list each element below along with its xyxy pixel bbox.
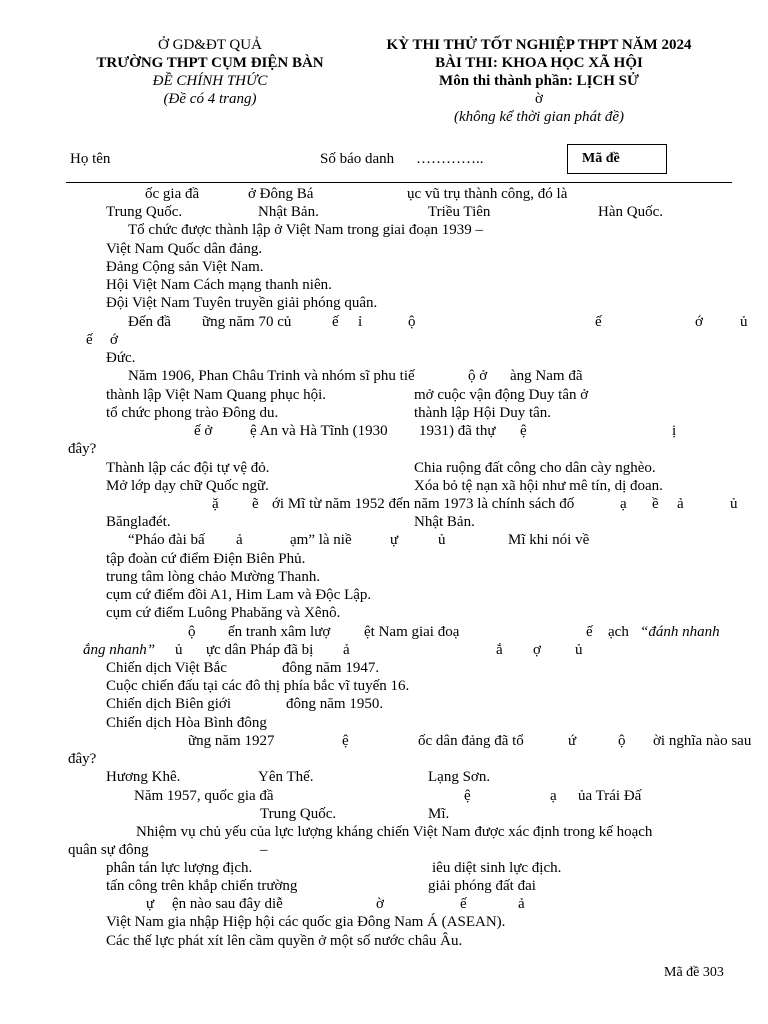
text-segment: Chiến dịch Hòa Bình đông: [106, 715, 267, 731]
text-segment: ững năm 70 củ: [202, 314, 292, 330]
text-segment: Năm 1957, quốc gia đầ: [134, 788, 274, 804]
sbd-label: Số báo danh: [320, 151, 395, 167]
text-segment: ả: [677, 496, 684, 512]
text-segment: ả: [236, 532, 243, 548]
exam-code-label: Mã đề: [582, 151, 620, 166]
exam-subject-group: BÀI THI: KHOA HỌC XÃ HỘI: [435, 55, 643, 71]
exam-code-box: [567, 144, 667, 174]
text-segment: “đánh nhanh: [640, 624, 720, 640]
text-segment: Trung Quốc.: [106, 204, 183, 220]
text-segment: ẽ: [252, 496, 259, 512]
text-segment: ục vũ trụ thành công, đó là: [407, 186, 568, 202]
text-segment: ủ: [575, 642, 583, 658]
text-segment: Các thế lực phát xít lên cầm quyền ở một số nước châu Âu.: [106, 933, 463, 949]
text-segment: ủ: [730, 496, 738, 512]
text-segment: ế: [586, 624, 593, 640]
text-segment: Mở lớp dạy chữ Quốc ngữ.: [106, 478, 269, 494]
text-segment: ỉ: [358, 314, 363, 330]
text-segment: ợ: [533, 642, 541, 658]
text-segment: Nhật Bản.: [414, 514, 475, 530]
text-segment: ế: [460, 896, 467, 912]
page-count: (Đề có 4 trang): [163, 91, 257, 107]
text-segment: ớ: [110, 332, 118, 348]
text-segment: ệ: [520, 423, 527, 439]
text-segment: Đức.: [106, 350, 136, 366]
text-segment: 1931) đã thự: [419, 423, 496, 439]
text-segment: ủ: [740, 314, 748, 330]
text-segment: ủ: [175, 642, 183, 658]
text-segment: ốc gia đầ: [145, 186, 200, 202]
text-segment: Chiến dịch Việt Bắc: [106, 660, 227, 676]
text-segment: ộ: [408, 314, 416, 330]
text-segment: giải phóng đất đai: [428, 878, 536, 894]
text-segment: ứ: [568, 733, 577, 749]
text-segment: tập đoàn cứ điểm Điện Biên Phủ.: [106, 551, 306, 567]
text-segment: Bănglađét.: [106, 514, 171, 530]
text-segment: Đảng Cộng sản Việt Nam.: [106, 259, 264, 275]
text-segment: Cuộc chiến đấu tại các đô thị phía bắc vĩ tuyến 16.: [106, 678, 410, 694]
text-segment: ộ: [618, 733, 626, 749]
official-label: ĐỀ CHÍNH THỨC: [152, 73, 268, 89]
text-segment: ủa Trái Đấ: [578, 788, 642, 804]
school-name: TRƯỜNG THPT CỤM ĐIỆN BÀN: [96, 55, 324, 71]
text-segment: Yên Thế.: [258, 769, 314, 785]
exam-time-note: (không kể thời gian phát đề): [453, 109, 625, 125]
text-segment: ế ở: [194, 423, 213, 439]
text-segment: ững năm 1927: [188, 733, 275, 749]
separator-line: [66, 182, 732, 183]
text-segment: Chia ruộng đất công cho dân cày nghèo.: [414, 460, 656, 476]
header-exam-block: [355, 36, 723, 126]
text-segment: ốc dân đảng đã tổ: [418, 733, 524, 749]
text-segment: ề: [652, 496, 659, 512]
text-segment: đông năm 1950.: [286, 696, 384, 712]
text-segment: phân tán lực lượng địch.: [106, 860, 253, 876]
text-segment: đây?: [68, 751, 97, 767]
dept-name: Ở GD&ĐT QUẢ: [158, 37, 262, 53]
text-segment: Hàn Quốc.: [598, 204, 663, 220]
text-segment: “Pháo đài bấ: [128, 532, 205, 548]
text-segment: Lạng Sơn.: [428, 769, 491, 785]
text-segment: ực dân Pháp đã bị: [206, 642, 314, 658]
header-school-block: [60, 36, 360, 108]
text-segment: cụm cứ điểm đồi A1, Him Lam và Độc Lập.: [106, 587, 372, 603]
text-segment: ả: [343, 642, 350, 658]
text-segment: Nhật Bản.: [258, 204, 319, 220]
text-segment: đây?: [68, 441, 97, 457]
text-segment: ặ: [212, 496, 219, 512]
text-segment: Đến đầ: [128, 314, 171, 330]
text-segment: ạ: [620, 496, 627, 512]
text-segment: ạch: [608, 624, 629, 640]
text-segment: ị: [672, 423, 677, 439]
text-segment: ự: [146, 896, 155, 912]
text-segment: Trung Quốc.: [260, 806, 337, 822]
text-segment: Nhiệm vụ chủ yếu của lực lượng kháng chiến Việt Nam được xác định trong kế hoạch: [136, 824, 653, 840]
text-segment: Mĩ khi nói về: [508, 532, 590, 548]
text-segment: cụm cứ điểm Luông Phabăng và Xênô.: [106, 605, 341, 621]
exam-title: KỲ THI THỬ TỐT NGHIỆP THPT NĂM 2024: [386, 37, 692, 53]
text-segment: ạ: [550, 788, 557, 804]
text-segment: ệ: [464, 788, 471, 804]
text-segment: ắng nhanh”: [83, 642, 156, 658]
text-segment: ộ: [188, 624, 196, 640]
text-segment: ộ ở: [468, 368, 488, 384]
text-segment: Thành lập các đội tự vệ đỏ.: [106, 460, 270, 476]
name-label: Họ tên: [70, 151, 111, 167]
text-segment: ới Mĩ từ năm 1952 đến năm 1973 là chính sách đố: [272, 496, 575, 512]
text-segment: tấn công trên khắp chiến trường: [106, 878, 298, 894]
text-segment: ến tranh xâm lượ: [228, 624, 331, 640]
text-segment: thành lập Việt Nam Quang phục hội.: [106, 387, 327, 403]
text-segment: mở cuộc vận động Duy tân ở: [414, 387, 589, 403]
text-segment: tổ chức phong trào Đông du.: [106, 405, 279, 421]
text-segment: ế: [332, 314, 339, 330]
footer-exam-code: Mã đề 303: [664, 965, 724, 980]
text-segment: Năm 1906, Phan Châu Trinh và nhóm sĩ phu tiế: [128, 368, 415, 384]
sbd-dots: …………..: [416, 151, 484, 167]
text-segment: ế: [595, 314, 602, 330]
text-segment: Mĩ.: [428, 806, 450, 822]
text-segment: ện nào sau đây diễ: [172, 896, 283, 912]
text-segment: Triều Tiên: [428, 204, 491, 220]
text-segment: Chiến dịch Biên giới: [106, 696, 232, 712]
text-segment: ủ: [438, 532, 446, 548]
text-segment: đông năm 1947.: [282, 660, 380, 676]
text-segment: Tổ chức được thành lập ở Việt Nam trong giai đoạn 1939 –: [128, 222, 484, 238]
text-segment: ớ: [695, 314, 703, 330]
text-segment: ạm” là niề: [290, 532, 352, 548]
text-segment: Hội Việt Nam Cách mạng thanh niên.: [106, 277, 332, 293]
text-segment: Việt Nam Quốc dân đảng.: [106, 241, 263, 257]
text-segment: Xóa bỏ tệ nạn xã hội như mê tín, dị đoan.: [414, 478, 663, 494]
text-segment: ế: [86, 332, 93, 348]
text-segment: Đội Việt Nam Tuyên truyền giải phóng quân.: [106, 295, 378, 311]
text-segment: ờ: [376, 896, 384, 912]
text-segment: iêu diệt sinh lực địch.: [432, 860, 562, 876]
text-segment: Hương Khê.: [106, 769, 181, 785]
exam-subject: Môn thi thành phần: LỊCH SỬ: [439, 73, 639, 89]
text-segment: ệt Nam giai đoạ: [364, 624, 460, 640]
text-segment: ệ An và Hà Tĩnh (1930: [250, 423, 388, 439]
text-segment: àng Nam đã: [510, 368, 583, 384]
text-segment: ự: [390, 532, 399, 548]
text-segment: ắ: [496, 642, 503, 658]
text-segment: thành lập Hội Duy tân.: [414, 405, 552, 421]
text-segment: ời nghĩa nào sau: [653, 733, 752, 749]
text-segment: ở Đông Bá: [248, 186, 314, 202]
exam-time: ờ: [535, 91, 543, 107]
text-segment: –: [260, 842, 268, 858]
text-segment: trung tâm lòng chảo Mường Thanh.: [106, 569, 321, 585]
text-segment: quân sự đông: [68, 842, 149, 858]
text-segment: ả: [518, 896, 525, 912]
text-segment: ệ: [342, 733, 349, 749]
text-segment: Việt Nam gia nhập Hiệp hội các quốc gia Đông Nam Á (ASEAN).: [106, 914, 506, 930]
